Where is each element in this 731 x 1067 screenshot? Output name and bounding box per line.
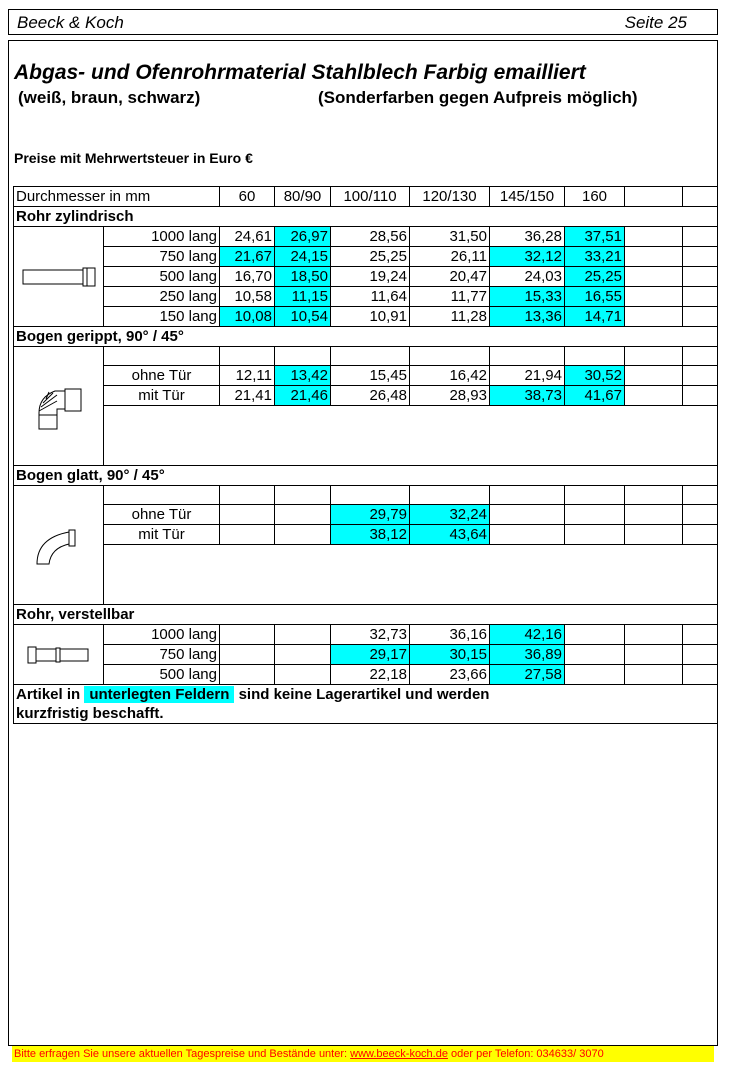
price-cell: 36,28 bbox=[490, 227, 565, 247]
price-cell-highlighted: 29,79 bbox=[331, 505, 410, 525]
empty-cell bbox=[104, 347, 220, 366]
empty-cell bbox=[410, 486, 490, 505]
price-cell-highlighted: 26,97 bbox=[275, 227, 331, 247]
price-cell: 23,66 bbox=[410, 665, 490, 685]
price-cell: 10,91 bbox=[331, 307, 410, 327]
diameter-col bbox=[625, 187, 683, 207]
empty-cell bbox=[625, 227, 683, 247]
price-cell: 25,25 bbox=[331, 247, 410, 267]
price-cell: 11,77 bbox=[410, 287, 490, 307]
price-cell-highlighted: 13,36 bbox=[490, 307, 565, 327]
price-cell-highlighted: 13,42 bbox=[275, 366, 331, 386]
diameter-col: 80/90 bbox=[275, 187, 331, 207]
price-cell: 31,50 bbox=[410, 227, 490, 247]
cylindrical-pipe-icon bbox=[14, 227, 104, 327]
price-cell-highlighted: 24,15 bbox=[275, 247, 331, 267]
empty-cell bbox=[683, 267, 718, 287]
row-label: 750 lang bbox=[104, 645, 220, 665]
price-cell-highlighted: 38,73 bbox=[490, 386, 565, 406]
table-row bbox=[14, 227, 718, 247]
table-row bbox=[14, 645, 718, 665]
price-cell-highlighted: 21,46 bbox=[275, 386, 331, 406]
table-row bbox=[14, 545, 718, 605]
empty-cell bbox=[683, 525, 718, 545]
row-label: 1000 lang bbox=[104, 625, 220, 645]
note-row bbox=[14, 704, 718, 724]
empty-block bbox=[104, 406, 718, 466]
page-number: Seite 25 bbox=[624, 13, 687, 32]
price-cell-highlighted: 42,16 bbox=[490, 625, 565, 645]
price-cell bbox=[275, 665, 331, 685]
adjustable-pipe-icon bbox=[14, 625, 104, 685]
empty-cell bbox=[683, 287, 718, 307]
price-cell: 26,48 bbox=[331, 386, 410, 406]
page-header bbox=[8, 9, 718, 35]
price-cell bbox=[220, 505, 275, 525]
price-cell bbox=[275, 645, 331, 665]
empty-cell bbox=[625, 247, 683, 267]
price-cell-highlighted: 27,58 bbox=[490, 665, 565, 685]
color-options: (weiß, braun, schwarz) bbox=[18, 88, 201, 107]
empty-cell bbox=[625, 525, 683, 545]
price-cell bbox=[490, 505, 565, 525]
price-cell-highlighted: 33,21 bbox=[565, 247, 625, 267]
row-label: 750 lang bbox=[104, 247, 220, 267]
price-cell bbox=[275, 625, 331, 645]
price-cell-highlighted: 10,08 bbox=[220, 307, 275, 327]
price-cell: 22,18 bbox=[331, 665, 410, 685]
table-row bbox=[14, 347, 718, 366]
price-cell-highlighted: 30,15 bbox=[410, 645, 490, 665]
table-row bbox=[14, 386, 718, 406]
empty-cell bbox=[220, 486, 275, 505]
row-label: mit Tür bbox=[104, 386, 220, 406]
price-cell bbox=[565, 505, 625, 525]
price-cell: 36,16 bbox=[410, 625, 490, 645]
empty-cell bbox=[625, 505, 683, 525]
diameter-col: 120/130 bbox=[410, 187, 490, 207]
table-row bbox=[14, 247, 718, 267]
price-cell-highlighted: 10,54 bbox=[275, 307, 331, 327]
empty-cell bbox=[683, 486, 718, 505]
diameter-header-row bbox=[14, 187, 718, 207]
price-cell: 12,11 bbox=[220, 366, 275, 386]
website-link[interactable]: www.beeck-koch.de bbox=[350, 1048, 448, 1060]
table-row bbox=[14, 307, 718, 327]
price-cell: 15,45 bbox=[331, 366, 410, 386]
section-title: Bogen gerippt, 90° / 45° bbox=[14, 327, 718, 347]
price-cell: 24,61 bbox=[220, 227, 275, 247]
price-cell: 21,94 bbox=[490, 366, 565, 386]
row-label: 500 lang bbox=[104, 665, 220, 685]
note-row bbox=[14, 685, 718, 705]
price-cell bbox=[220, 665, 275, 685]
footer-bar bbox=[12, 1046, 714, 1062]
empty-cell bbox=[275, 486, 331, 505]
diameter-label: Durchmesser in mm bbox=[14, 187, 220, 207]
price-cell-highlighted: 16,55 bbox=[565, 287, 625, 307]
row-label: 1000 lang bbox=[104, 227, 220, 247]
empty-cell bbox=[683, 505, 718, 525]
price-cell: 10,58 bbox=[220, 287, 275, 307]
empty-cell bbox=[625, 625, 683, 645]
empty-cell bbox=[410, 347, 490, 366]
note-line2: kurzfristig beschafft. bbox=[14, 704, 718, 724]
price-cell-highlighted: 18,50 bbox=[275, 267, 331, 287]
price-cell bbox=[220, 625, 275, 645]
price-cell bbox=[220, 645, 275, 665]
diameter-col: 60 bbox=[220, 187, 275, 207]
table-row bbox=[14, 525, 718, 545]
price-cell: 32,73 bbox=[331, 625, 410, 645]
row-label: ohne Tür bbox=[104, 366, 220, 386]
section-title: Rohr, verstellbar bbox=[14, 605, 718, 625]
empty-cell bbox=[565, 486, 625, 505]
empty-cell bbox=[625, 366, 683, 386]
empty-cell bbox=[625, 486, 683, 505]
row-label: mit Tür bbox=[104, 525, 220, 545]
price-cell bbox=[275, 525, 331, 545]
empty-cell bbox=[220, 347, 275, 366]
empty-cell bbox=[565, 347, 625, 366]
empty-cell bbox=[275, 347, 331, 366]
price-cell: 16,42 bbox=[410, 366, 490, 386]
table-row bbox=[14, 287, 718, 307]
price-cell bbox=[565, 525, 625, 545]
price-cell: 28,93 bbox=[410, 386, 490, 406]
special-colors-note: (Sonderfarben gegen Aufpreis möglich) bbox=[318, 88, 638, 107]
price-cell-highlighted: 32,12 bbox=[490, 247, 565, 267]
empty-cell bbox=[625, 645, 683, 665]
price-cell bbox=[565, 645, 625, 665]
price-cell: 26,11 bbox=[410, 247, 490, 267]
diameter-col: 100/110 bbox=[331, 187, 410, 207]
price-cell: 11,28 bbox=[410, 307, 490, 327]
company-name: Beeck & Koch bbox=[17, 13, 124, 32]
diameter-col bbox=[683, 187, 718, 207]
empty-cell bbox=[104, 486, 220, 505]
diameter-col: 160 bbox=[565, 187, 625, 207]
prices-note: Preise mit Mehrwertsteuer in Euro € bbox=[14, 150, 253, 166]
footer-text: Bitte erfragen Sie unsere aktuellen Tagespreise und Bestände unter: bbox=[14, 1048, 351, 1060]
empty-cell bbox=[625, 347, 683, 366]
empty-cell bbox=[490, 347, 565, 366]
table-row bbox=[14, 486, 718, 505]
section-title: Bogen glatt, 90° / 45° bbox=[14, 466, 718, 486]
price-cell: 24,03 bbox=[490, 267, 565, 287]
empty-cell bbox=[331, 486, 410, 505]
note-suffix: sind keine Lagerartikel und werden bbox=[238, 686, 490, 703]
price-cell-highlighted: 30,52 bbox=[565, 366, 625, 386]
empty-cell bbox=[683, 645, 718, 665]
table-row bbox=[14, 406, 718, 466]
diameter-col: 145/150 bbox=[490, 187, 565, 207]
footer-phone: oder per Telefon: 034633/ 3070 bbox=[447, 1048, 604, 1060]
empty-block bbox=[104, 545, 718, 605]
row-label: 250 lang bbox=[104, 287, 220, 307]
price-cell bbox=[275, 505, 331, 525]
price-cell: 11,64 bbox=[331, 287, 410, 307]
empty-cell bbox=[683, 347, 718, 366]
note-prefix: Artikel in bbox=[16, 686, 81, 703]
price-cell bbox=[220, 525, 275, 545]
table-row bbox=[14, 505, 718, 525]
row-label: ohne Tür bbox=[104, 505, 220, 525]
empty-cell bbox=[683, 227, 718, 247]
price-cell bbox=[565, 625, 625, 645]
empty-cell bbox=[625, 267, 683, 287]
price-cell bbox=[490, 525, 565, 545]
empty-cell bbox=[683, 307, 718, 327]
empty-cell bbox=[683, 366, 718, 386]
smooth-elbow-icon bbox=[14, 486, 104, 605]
empty-cell bbox=[331, 347, 410, 366]
table-row bbox=[14, 366, 718, 386]
empty-cell bbox=[683, 247, 718, 267]
price-cell: 21,41 bbox=[220, 386, 275, 406]
price-cell: 16,70 bbox=[220, 267, 275, 287]
table-row bbox=[14, 665, 718, 685]
price-cell-highlighted: 32,24 bbox=[410, 505, 490, 525]
section-title: Rohr zylindrisch bbox=[14, 207, 718, 227]
price-cell-highlighted: 25,25 bbox=[565, 267, 625, 287]
price-cell-highlighted: 37,51 bbox=[565, 227, 625, 247]
price-cell-highlighted: 36,89 bbox=[490, 645, 565, 665]
price-cell bbox=[565, 665, 625, 685]
price-table bbox=[13, 186, 718, 724]
price-cell-highlighted: 38,12 bbox=[331, 525, 410, 545]
row-label: 500 lang bbox=[104, 267, 220, 287]
price-cell-highlighted: 43,64 bbox=[410, 525, 490, 545]
empty-cell bbox=[625, 307, 683, 327]
price-cell-highlighted: 14,71 bbox=[565, 307, 625, 327]
price-cell-highlighted: 29,17 bbox=[331, 645, 410, 665]
table-row bbox=[14, 625, 718, 645]
price-cell-highlighted: 41,67 bbox=[565, 386, 625, 406]
empty-cell bbox=[683, 665, 718, 685]
empty-cell bbox=[683, 386, 718, 406]
price-cell-highlighted: 21,67 bbox=[220, 247, 275, 267]
empty-cell bbox=[625, 665, 683, 685]
row-label: 150 lang bbox=[104, 307, 220, 327]
empty-cell bbox=[490, 486, 565, 505]
price-cell-highlighted: 15,33 bbox=[490, 287, 565, 307]
page-title: Abgas- und Ofenrohrmaterial Stahlblech Farbig emailliert bbox=[14, 61, 586, 84]
price-cell-highlighted: 11,15 bbox=[275, 287, 331, 307]
note-highlight: unterlegten Feldern bbox=[84, 686, 234, 703]
empty-cell bbox=[625, 386, 683, 406]
price-cell: 19,24 bbox=[331, 267, 410, 287]
ribbed-elbow-icon bbox=[14, 347, 104, 466]
empty-cell bbox=[683, 625, 718, 645]
empty-cell bbox=[625, 287, 683, 307]
price-cell: 20,47 bbox=[410, 267, 490, 287]
table-row bbox=[14, 267, 718, 287]
price-cell: 28,56 bbox=[331, 227, 410, 247]
